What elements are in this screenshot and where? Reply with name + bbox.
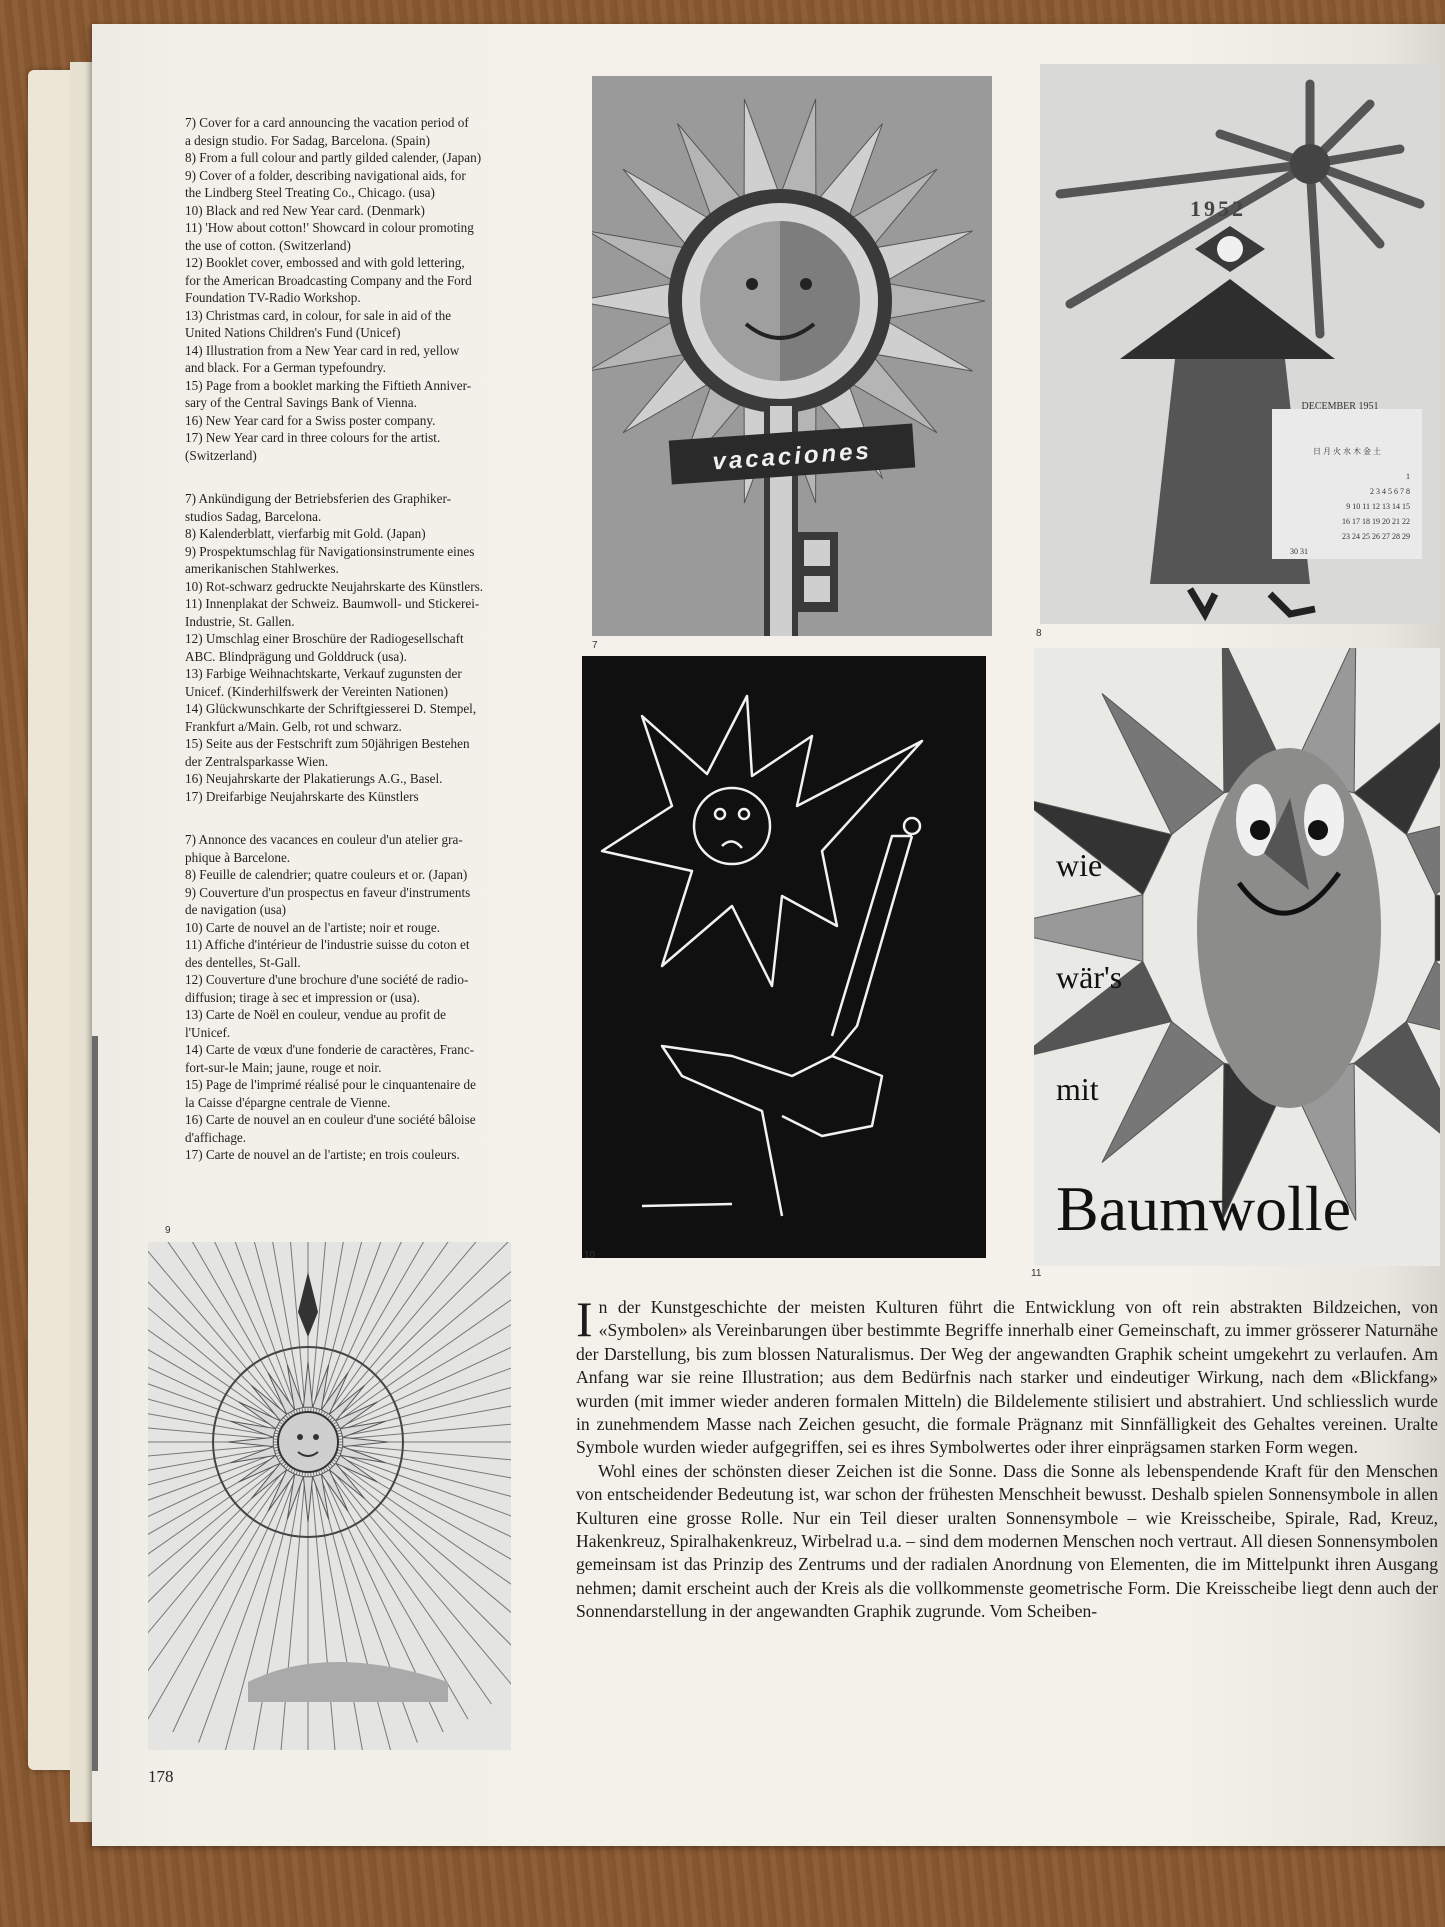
captions-de-line: Frankfurt a/Main. Gelb, rot und schwarz. bbox=[185, 718, 402, 734]
captions-de-line: Unicef. (Kinderhilfswerk der Vereinten Nationen) bbox=[185, 683, 449, 699]
captions-en-line: 14) Illustration from a New Year card in red, yellow bbox=[185, 342, 460, 358]
captions-fr-line: 15) Page de l'imprimé réalisé pour le cinquantenaire de bbox=[185, 1077, 476, 1092]
captions-de-line: der Zentralsparkasse Wien. bbox=[185, 753, 329, 769]
captions-en-line: for the American Broadcasting Company and the Ford bbox=[185, 272, 472, 288]
captions-de-line: studios Sadag, Barcelona. bbox=[185, 508, 322, 524]
captions-en-line: and black. For a German typefoundry. bbox=[185, 360, 386, 375]
captions-en-line: the use of cotton. (Switzerland) bbox=[185, 237, 351, 253]
figure-8-calendar-row-3: 9 10 11 12 13 14 15 bbox=[1346, 502, 1410, 511]
figure-11-word-1: wie bbox=[1056, 847, 1103, 883]
captions-en-line: 8) From a full colour and partly gilded calender, (Japan) bbox=[185, 150, 482, 165]
captions-de-line: 15) Seite aus der Festschrift zum 50jährigen Bestehen bbox=[185, 736, 470, 751]
captions-de-line: 9) Prospektumschlag für Navigationsinstrumente eines bbox=[185, 543, 475, 559]
captions-fr-line: phique à Barcelone. bbox=[185, 849, 291, 865]
captions-fr-line: fort-sur-le Main; jaune, rouge et noir. bbox=[185, 1059, 382, 1075]
page-number: 178 bbox=[148, 1767, 174, 1786]
captions-french bbox=[185, 831, 540, 1164]
captions-de-line: 14) Glückwunschkarte der Schriftgiesserei D. Stempel, bbox=[185, 701, 477, 716]
captions-de-line: amerikanischen Stahlwerkes. bbox=[185, 561, 339, 576]
captions-de-line: Industrie, St. Gallen. bbox=[185, 613, 295, 629]
captions-en-line: 16) New Year card for a Swiss poster company. bbox=[185, 412, 436, 428]
captions-de-line: 17) Dreifarbige Neujahrskarte des Künstlers bbox=[185, 788, 419, 804]
figure-8-calendar-row-2: 2 3 4 5 6 7 8 bbox=[1370, 487, 1410, 496]
figure-8-calendar-row-4: 16 17 18 19 20 21 22 bbox=[1342, 517, 1410, 526]
article-body bbox=[576, 1291, 1438, 1624]
captions-de-line: 11) Innenplakat der Schweiz. Baumwoll- und Stickerei- bbox=[185, 596, 480, 611]
captions-en-line: a design studio. For Sadag, Barcelona. (Spain) bbox=[185, 132, 431, 148]
captions-fr-line: 17) Carte de nouvel an de l'artiste; en trois couleurs. bbox=[185, 1147, 460, 1162]
figure-10-sun-pointing-hand bbox=[582, 656, 986, 1258]
captions-en-line: 11) 'How about cotton!' Showcard in colour promoting bbox=[185, 220, 474, 235]
captions-en-line: sary of the Central Savings Bank of Vienna. bbox=[185, 395, 417, 410]
captions-fr-line: 16) Carte de nouvel an en couleur d'une société bâloise bbox=[185, 1112, 476, 1127]
figure-7-number: 7 bbox=[592, 640, 598, 651]
captions-en-line: 17) New Year card in three colours for the artist. bbox=[185, 430, 441, 445]
captions-de-line: ABC. Blindprägung und Golddruck (usa). bbox=[185, 648, 407, 664]
captions-fr-line: 11) Affiche d'intérieur de l'industrie suisse du coton et bbox=[185, 937, 470, 952]
captions-column bbox=[185, 114, 540, 1190]
captions-english bbox=[185, 114, 540, 464]
captions-de-line: 16) Neujahrskarte der Plakatierungs A.G., Basel. bbox=[185, 771, 443, 786]
captions-en-line: the Lindberg Steel Treating Co., Chicago. (usa) bbox=[185, 185, 435, 200]
figure-11-baumwolle-poster bbox=[1034, 648, 1440, 1266]
captions-en-line: 9) Cover of a folder, describing navigational aids, for bbox=[185, 167, 466, 183]
captions-fr-line: 12) Couverture d'une brochure d'une société de radio- bbox=[185, 972, 469, 987]
captions-fr-line: des dentelles, St-Gall. bbox=[185, 954, 301, 970]
figure-8-calendar-row-5: 23 24 25 26 27 28 29 bbox=[1342, 532, 1410, 541]
captions-en-line: 15) Page from a booklet marking the Fiftieth Anniver- bbox=[185, 377, 472, 393]
captions-de-line: 13) Farbige Weihnachtskarte, Verkauf zugunsten der bbox=[185, 666, 462, 681]
captions-fr-line: 7) Annonce des vacances en couleur d'un atelier gra- bbox=[185, 832, 463, 847]
figure-11-word-2: wär's bbox=[1056, 959, 1123, 995]
figure-7-banner-text: vacaciones bbox=[711, 437, 873, 476]
captions-en-line: 13) Christmas card, in colour, for sale in aid of the bbox=[185, 307, 452, 323]
captions-de-line: 12) Umschlag einer Broschüre der Radiogesellschaft bbox=[185, 631, 464, 646]
captions-en-line: 10) Black and red New Year card. (Denmark) bbox=[185, 202, 425, 218]
captions-fr-line: 14) Carte de vœux d'une fonderie de caractères, Franc- bbox=[185, 1042, 475, 1057]
figure-11-number: 11 bbox=[1031, 1268, 1042, 1279]
captions-fr-line: l'Unicef. bbox=[185, 1024, 231, 1040]
figure-8-year-text: 1952 bbox=[1190, 196, 1246, 221]
captions-german bbox=[185, 490, 540, 805]
figure-7-vacaciones-key bbox=[592, 76, 992, 636]
figure-8-calendar-row-1: 1 bbox=[1406, 472, 1410, 481]
captions-fr-line: 10) Carte de nouvel an de l'artiste; noir et rouge. bbox=[185, 919, 441, 935]
figure-9-radiant-sun-engraving bbox=[148, 1242, 511, 1750]
figure-9-number: 9 bbox=[165, 1225, 171, 1236]
captions-de-line: 8) Kalenderblatt, vierfarbig mit Gold. (Japan) bbox=[185, 526, 426, 541]
paragraph-1: In der Kunstgeschichte der meisten Kulturen führt die Entwicklung von oft rein abstrakten Bildzeichen, von «Symbolen» als Vereinbarungen über bestimmte Begriffe innerhalb einer Gemeinschaft, zu immer grösserer Naturnähe der Darstellung, bis zum blossen Naturalismus. Der Weg der angewandten Graphik scheint umgekehrt zu verlaufen. Am Anfang war sie reine Illustration; aus dem Bedürfnis nach starker und eindeutiger Wirkung, nach dem «Blickfang» wurden (mit immer wieder anderen formalen Mitteln) die Bildelemente stilisiert und abstrahiert. Und schliesslich wurde in zunehmendem Masse nach Zeichen gesucht, die formale Prägnanz mit Sinnfälligkeit des Gehaltes vereinen. Uralte Symbole wurden wieder aufgegriffen, sei es ihres Symbolwertes oder ihrer einprägsamen starken Form wegen. bbox=[576, 1291, 1438, 1458]
figure-8-calendar-head: 日 月 火 水 木 金 土 bbox=[1313, 447, 1381, 456]
captions-en-line: (Switzerland) bbox=[185, 447, 257, 463]
captions-de-line: 10) Rot-schwarz gedruckte Neujahrskarte des Künstlers. bbox=[185, 578, 484, 594]
captions-en-line: 12) Booklet cover, embossed and with gold lettering, bbox=[185, 255, 465, 270]
captions-fr-line: 8) Feuille de calendrier; quatre couleurs et or. (Japan) bbox=[185, 867, 468, 882]
figure-8-calendar-title: DECEMBER 1951 bbox=[1301, 401, 1379, 412]
captions-fr-line: la Caisse d'épargne centrale de Vienne. bbox=[185, 1094, 391, 1110]
captions-en-line: 7) Cover for a card announcing the vacation period of bbox=[185, 115, 469, 130]
paragraph-2: Wohl eines der schönsten dieser Zeichen ist die Sonne. Dass die Sonne als lebenspendende Kraft für den Menschen von entscheidender Bedeutung ist, war schon der frühesten Menschheit bewusst. Deshalb spielen Sonnensymbole in allen Kulturen eine grosse Rolle. Nur ein Teil dieser uralten Sonnensymbole – wie Kreisscheibe, Spirale, Rad, Kreuz, Hakenkreuz, Spiralhakenkreuz, Wirbelrad u.a. – sind dem modernen Menschen noch vertraut. All diesen Sonnensymbolen gemeinsam ist das Prinzip des Zentrums und der radialen Anordnung von Elementen, die im Mittelpunkt ihren Ausgang nehmen; damit erscheint auch der Kreis als die vollkommenste geometrische Form. Die Kreisscheibe liegt denn auch der Sonnendarstellung in der angewandten Graphik zugrunde. Vom Scheiben- bbox=[576, 1460, 1438, 1622]
captions-fr-line: 13) Carte de Noël en couleur, vendue au profit de bbox=[185, 1007, 446, 1022]
captions-fr-line: 9) Couverture d'un prospectus en faveur d'instruments bbox=[185, 884, 471, 900]
captions-fr-line: de navigation (usa) bbox=[185, 902, 287, 917]
captions-en-line: United Nations Children's Fund (Unicef) bbox=[185, 325, 401, 340]
figure-10-number: 10 bbox=[584, 1250, 596, 1261]
figure-8-calendar-row-6: 30 31 bbox=[1290, 547, 1308, 556]
binding-strip bbox=[92, 1036, 98, 1771]
drop-cap: I bbox=[576, 1291, 593, 1347]
figure-8-number: 8 bbox=[1036, 628, 1042, 639]
captions-en-line: Foundation TV-Radio Workshop. bbox=[185, 290, 361, 305]
figure-11-word-3: mit bbox=[1056, 1071, 1099, 1107]
figure-8-calendar-figure bbox=[1040, 64, 1440, 624]
figure-11-word-4: Baumwolle bbox=[1056, 1173, 1352, 1244]
captions-fr-line: diffusion; tirage à sec et impression or (usa). bbox=[185, 989, 420, 1005]
captions-de-line: 7) Ankündigung der Betriebsferien des Graphiker- bbox=[185, 491, 451, 506]
captions-fr-line: d'affichage. bbox=[185, 1129, 247, 1145]
